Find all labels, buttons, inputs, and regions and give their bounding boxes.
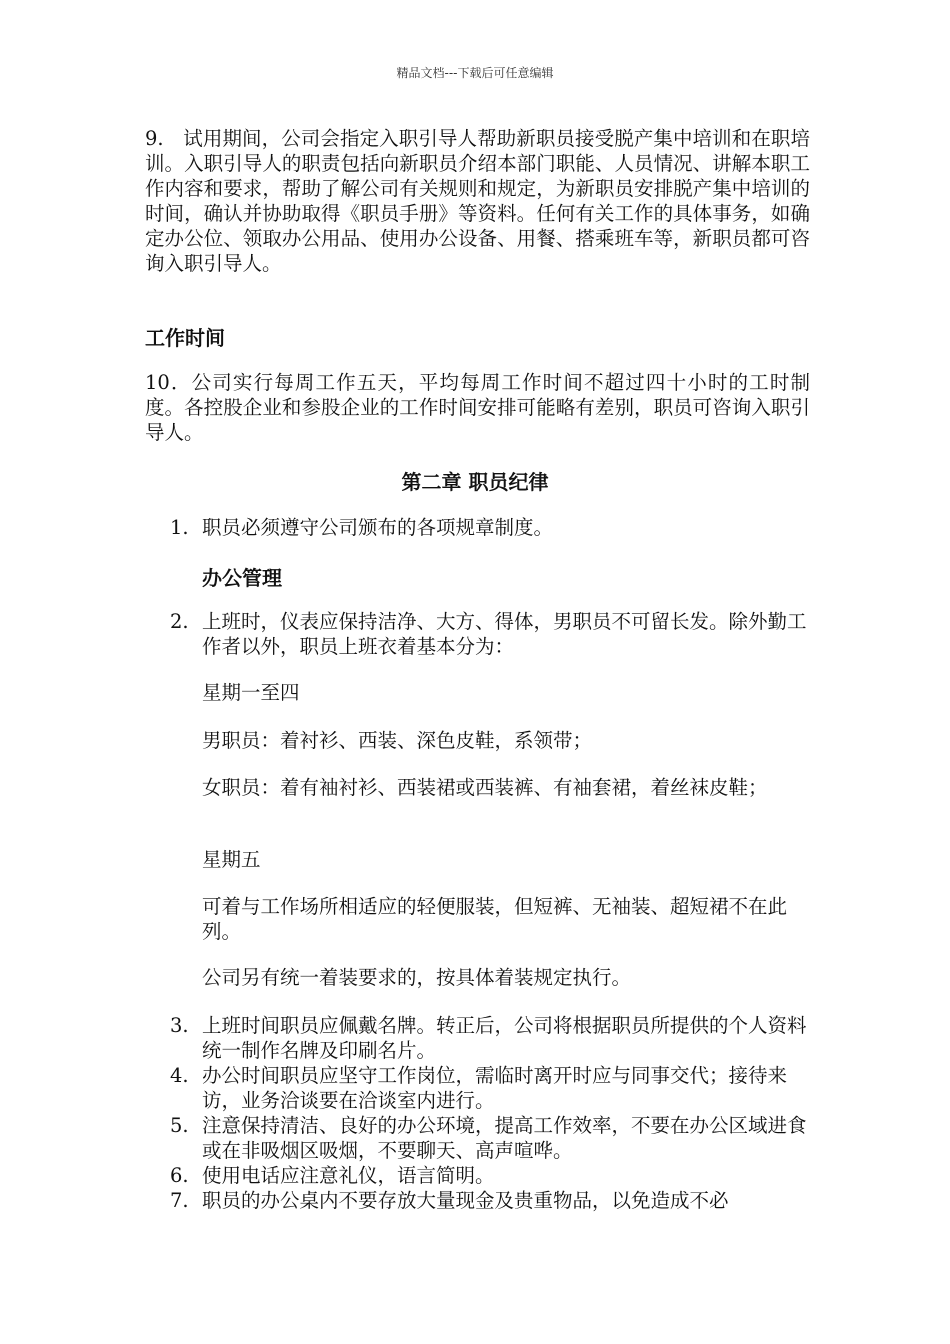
list-item-7 [170,1188,810,1213]
dress-female: 女职员：着有袖衬衫、西装裙或西装裤、有袖套裙，着丝袜皮鞋； [202,776,768,799]
list-item-2 [170,609,810,659]
list-item-1 [170,515,810,540]
chapter-title: 第二章 职员纪律 [401,470,549,494]
list-item-text: 注意保持清洁、良好的办公环境，提高工作效率，不要在办公区域进食或在非吸烟区吸烟，不要聊天、高声喧哗。 [202,1114,807,1162]
dress-friday: 星期五 [202,848,261,871]
list-item-number: 4. [170,1064,189,1087]
list-item-number: 5. [170,1114,189,1137]
page-header: 精品文档---下载后可任意编辑 [396,66,554,80]
list-item-3 [170,1013,810,1063]
section-heading-office: 办公管理 [202,566,282,590]
list-item-6 [170,1163,810,1188]
list-item-number: 1. [170,516,189,539]
paragraph-9: 9. 试用期间，公司会指定入职引导人帮助新职员接受脱产集中培训和在职培训。入职引导人的职责包括向新职员介绍本部门职能、人员情况、讲解本职工作内容和要求，帮助了解公司有关规则和规定，为新职员安排脱产集中培训的时间，确认并协助取得《职员手册》等资料。任何有关工作的具体事务，如确定办公位、领取办公用品、使用办公设备、用餐、搭乘班车等，新职员都可咨询入职引导人。 [145,127,810,275]
list-item-text: 上班时间职员应佩戴名牌。转正后，公司将根据职员所提供的个人资料统一制作名牌及印刷名片。 [202,1014,807,1062]
list-item-4 [170,1063,810,1113]
list-item-number: 3. [170,1014,189,1037]
list-item-5 [170,1113,810,1163]
dress-uniform: 公司另有统一着装要求的，按具体着装规定执行。 [202,966,632,989]
list-item-text: 上班时，仪表应保持洁净、大方、得体，男职员不可留长发。除外勤工作者以外，职员上班衣着基本分为： [202,610,807,658]
dress-friday-text: 可着与工作场所相适应的轻便服装，但短裤、无袖装、超短裙不在此列。 [202,895,788,943]
list-item-text: 办公时间职员应坚守工作岗位，需临时离开时应与同事交代；接待来访，业务洽谈要在洽谈室内进行。 [202,1064,788,1112]
list-item-text: 使用电话应注意礼仪，语言简明。 [202,1164,495,1187]
list-item-number: 6. [170,1164,189,1187]
section-heading-work-time: 工作时间 [145,326,225,350]
list-item-text: 职员必须遵守公司颁布的各项规章制度。 [202,516,554,539]
dress-male: 男职员：着衬衫、西装、深色皮鞋，系领带； [202,729,593,752]
list-item-text: 职员的办公桌内不要存放大量现金及贵重物品，以免造成不必 [202,1189,729,1212]
list-item-number: 7. [170,1189,189,1212]
paragraph-10: 10．公司实行每周工作五天，平均每周工作时间不超过四十小时的工时制度。各控股企业和参股企业的工作时间安排可能略有差别，职员可咨询入职引导人。 [145,371,810,444]
dress-mon-thu: 星期一至四 [202,681,300,704]
list-item-number: 2. [170,610,189,633]
